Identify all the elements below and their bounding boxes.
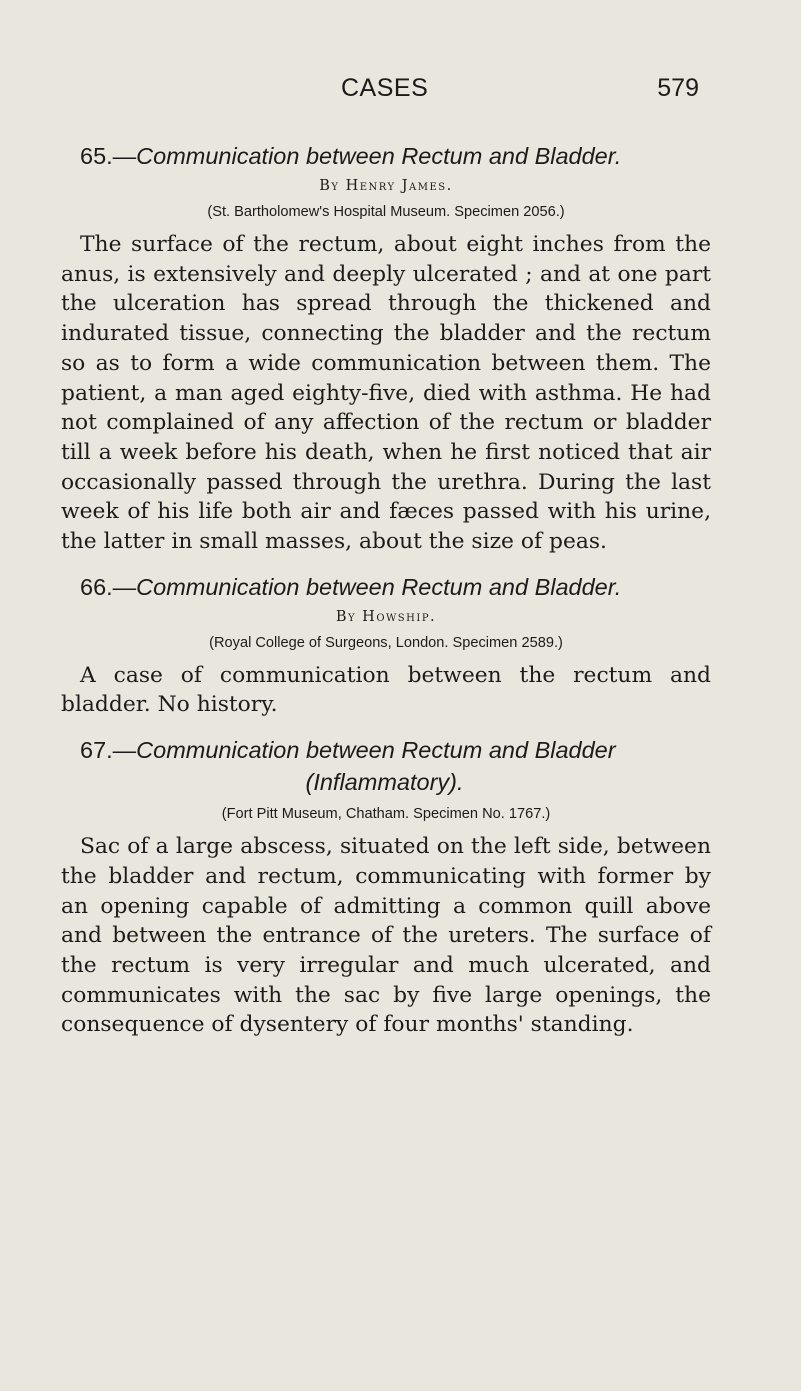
- page-content: [61, 140, 711, 1054]
- case-description: The surface of the rectum, about eight inches from the anus, is extensively and deeply ulcerated ; and at one part the ulceration has spread through the thickened and indurated tissue, connecting the bladder and the rectum so as to form a wide communication between them. The patient, a man aged eighty-five, died with asthma. He had not complained of any affection of the rectum or bladder till a week before his death, when he first noticed that air occasionally passed through the urethra. During the last week of his life both air and fæces passed with his urine, the latter in small masses, about the size of peas.: [61, 232, 711, 555]
- case-number: 66.—: [80, 573, 137, 600]
- case-67: [61, 734, 711, 1040]
- case-heading: [61, 734, 711, 798]
- case-source: (Fort Pitt Museum, Chatham. Specimen No. 1767.): [221, 806, 551, 823]
- running-title: CASES: [341, 74, 429, 102]
- case-title: Communication between Rectum and Bladder: [136, 737, 616, 764]
- case-author: By Henry James.: [319, 178, 453, 194]
- running-header: [0, 74, 801, 114]
- case-source: (Royal College of Surgeons, London. Specimen 2589.): [209, 634, 563, 651]
- page-number: 579: [657, 74, 699, 102]
- case-heading: [61, 140, 711, 172]
- case-description: Sac of a large abscess, situated on the left side, between the bladder and rectum, communicating with former by an opening capable of admitting a common quill above and between the entrance of the ureters. The surface of the rectum is very irregular and much ulcerated, and communicates with the sac by five large openings, the consequence of dysentery of four months' standing.: [61, 834, 711, 1038]
- case-heading: [61, 571, 711, 603]
- case-number: 65.—: [80, 143, 137, 169]
- case-subtitle: (Inflammatory).: [305, 769, 464, 796]
- case-66: [61, 571, 711, 720]
- case-title: Communication between Rectum and Bladder.: [136, 573, 622, 600]
- case-description: A case of communication between the rectum and bladder. No history.: [61, 662, 711, 718]
- case-source: (St. Bartholomew's Hospital Museum. Specimen 2056.): [207, 204, 565, 220]
- case-title: Communication between Rectum and Bladder.: [136, 143, 622, 169]
- case-65: [61, 140, 711, 557]
- case-number: 67.—: [80, 737, 137, 764]
- case-author: By Howship.: [335, 608, 437, 625]
